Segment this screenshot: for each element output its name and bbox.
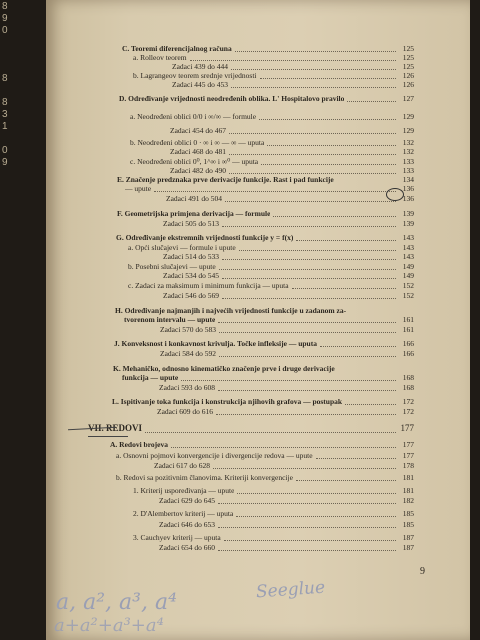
toc-entry: Zadaci 534 do 545 [163,271,220,280]
toc-page-number: 126 [402,71,414,80]
toc-entry: VII. REDOVI [88,424,143,433]
toc-page-number: 129 [402,126,414,135]
toc-entry: Zadaci 617 do 628 [154,461,211,470]
toc-page-number: 168 [402,373,414,382]
adjacent-page-digit: 0 [2,25,8,36]
toc-page-number: 133 [402,157,414,166]
dot-leader [222,298,396,299]
toc-entry: Zadaci 482 do 490 [170,166,227,175]
dot-leader [347,101,396,102]
toc-page-number: 132 [402,138,414,147]
dot-leader [231,69,396,70]
toc-page-number: 125 [402,53,414,62]
toc-page-number: 134 [402,175,414,184]
toc-page-number: 185 [402,509,414,518]
toc-page-number: 125 [402,62,414,71]
dot-leader [229,173,396,174]
dot-leader [231,87,396,88]
dot-leader [222,226,396,227]
toc-entry: Zadaci 646 do 653 [159,520,216,529]
toc-page-number: 185 [402,520,414,529]
toc-entry: Zadaci 654 do 660 [159,543,216,552]
dot-leader [316,458,396,459]
toc-page-number: 172 [402,397,414,406]
dot-leader [296,240,396,241]
dot-leader [261,164,396,165]
dot-leader [345,404,396,405]
toc-entry: Zadaci 468 do 481 [170,147,227,156]
handwritten-word: Seeglue [255,577,326,603]
dot-leader [237,493,396,494]
toc-entry: b. Redovi sa pozitivnim članovima. Kriteriji konvergencije [116,473,293,482]
toc-page-number: 126 [402,80,414,89]
toc-page-number: 177 [402,440,414,449]
toc-entry: H. Određivanje najmanjih i najvećih vrijednosti funkcije u zadanom za- [115,306,347,315]
pen-circle-mark [386,188,404,201]
toc-page-number: 178 [402,461,414,470]
toc-page-number: 161 [402,325,414,334]
toc-entry: Zadaci 609 do 616 [157,407,214,416]
toc-page-number: 143 [402,252,414,261]
toc-entry: G. Određivanje ekstremnih vrijednosti funkcije y = f(x) [116,233,294,242]
adjacent-page-digit: 1 [2,121,8,132]
toc-entry: A. Redovi brojeva [110,440,168,449]
dot-leader [225,201,396,202]
toc-page-number: 166 [402,339,414,348]
toc-entry: Zadaci 445 do 453 [172,80,229,89]
toc-entry: Zadaci 546 do 569 [163,291,220,300]
dot-leader [267,145,396,146]
toc-page-number: 125 [402,44,414,53]
toc-page-number: 172 [402,407,414,416]
page-number: 9 [420,566,425,577]
dot-leader [218,322,396,323]
toc-page-number: 133 [402,166,414,175]
toc-entry: Zadaci 439 do 444 [172,62,229,71]
dot-leader [218,550,396,551]
toc-entry: funkcija — upute [122,373,179,382]
toc-entry: J. Konveksnost i konkavnost krivulja. Točke infleksije — uputa [114,339,317,348]
toc-entry: F. Geometrijska primjena derivacija — formule [117,209,271,218]
toc-entry: 3. Cauchyev kriterij — uputa [133,533,221,542]
toc-entry: Zadaci 584 do 592 [160,349,217,358]
toc-entry: a. Neodređeni oblici 0/0 i ∞/∞ — formule [130,112,257,121]
dot-leader [229,133,396,134]
toc-page-number: 177 [400,423,414,433]
adjacent-page-digit: 9 [2,13,8,24]
adjacent-page-digit: 8 [2,73,8,84]
dot-leader [216,414,396,415]
toc-entry: Zadaci 491 do 504 [166,194,223,203]
toc-page-number: 132 [402,147,414,156]
toc-page-number: 166 [402,349,414,358]
toc-page-number: 187 [402,543,414,552]
toc-page-number: 177 [402,451,414,460]
toc-entry: a. Osnovni pojmovi konvergencije i divergencije redova — upute [116,451,313,460]
dot-leader [190,60,396,61]
toc-page-number: 149 [402,262,414,271]
toc-entry: K. Mehaničko, odnosno kinematičko značenje prve i druge derivacije [113,364,335,373]
toc-entry: a. Opći slučajevi — formule i upute [128,243,236,252]
toc-entry: b. Posebni slučajevi — upute [128,262,216,271]
toc-entry: 2. D'Alembertov kriterij — uputa [133,509,234,518]
dot-leader [219,332,396,333]
toc-entry: Zadaci 629 do 645 [159,496,216,505]
dot-leader [181,380,396,381]
dot-leader [218,390,396,391]
toc-page-number: 143 [402,233,414,242]
toc-entry: b. Neodređeni oblici 0 · ∞ i ∞ — ∞ — uputa [130,138,265,147]
toc-page-number: 127 [402,94,414,103]
toc-entry: b. Lagrangeov teorem srednje vrijednosti [133,71,257,80]
toc-entry: 1. Kriterij uspoređivanja — upute [133,486,235,495]
toc-entry: L. Ispitivanje toka funkcija i konstrukcija njihovih grafova — postupak [112,397,343,406]
toc-page-number: 136 [402,184,414,193]
toc-entry: c. Zadaci za maksimum i minimum funkcija — uputa [128,281,289,290]
dot-leader [222,259,396,260]
dot-leader [239,250,396,251]
dot-leader [229,154,396,155]
handwritten-sum: a+a²+a³+a⁴ [54,615,164,636]
toc-page-number: 181 [402,473,414,482]
dot-leader [219,269,396,270]
toc-page-number: 182 [402,496,414,505]
toc-page-number: 168 [402,383,414,392]
adjacent-page-digit: 8 [2,97,8,108]
toc-entry: Zadaci 570 do 583 [160,325,217,334]
adjacent-page-digit: 9 [2,157,8,168]
dot-leader [222,278,396,279]
toc-page-number: 136 [402,194,414,203]
toc-entry: Zadaci 505 do 513 [163,219,220,228]
toc-page-number: 139 [402,219,414,228]
dot-leader [320,346,396,347]
dot-leader [154,191,396,192]
pen-underline-mark [88,436,128,437]
dot-leader [145,432,396,433]
adjacent-page-digit: 8 [2,1,8,12]
adjacent-page-digit: 0 [2,145,8,156]
dot-leader [235,51,396,52]
toc-page-number: 149 [402,271,414,280]
toc-entry: c. Neodređeni oblici 0⁰, 1^∞ i ∞⁰ — uputa [130,157,259,166]
toc-entry: tvorenom intervalu — upute [124,315,216,324]
dot-leader [219,356,396,357]
toc-entry: C. Teoremi diferencijalnog računa [122,44,232,53]
dot-leader [292,288,396,289]
toc-page-number: 129 [402,112,414,121]
dot-leader [213,468,396,469]
toc-page-number: 187 [402,533,414,542]
handwritten-powers: a, a², a³, a⁴ [56,590,177,615]
dot-leader [218,503,396,504]
toc-entry: Zadaci 593 do 608 [159,383,216,392]
toc-page-number: 143 [402,243,414,252]
toc-entry: Zadaci 514 do 533 [163,252,220,261]
toc-entry: E. Značenje predznaka prve derivacije funkcije. Rast i pad funkcije [117,175,334,184]
dot-leader [260,78,396,79]
toc-entry: Zadaci 454 do 467 [170,126,227,135]
dot-leader [259,119,396,120]
dot-leader [218,527,396,528]
adjacent-page-digit: 3 [2,109,8,120]
dot-leader [273,216,396,217]
toc-page-number: 152 [402,281,414,290]
toc-page-number: 152 [402,291,414,300]
dot-leader [236,516,396,517]
toc-entry: D. Određivanje vrijednosti neodređenih oblika. L' Hospitalovo pravilo [119,94,345,103]
dot-leader [224,540,396,541]
toc-entry: — upute [125,184,152,193]
toc-page-number: 181 [402,486,414,495]
dot-leader [296,480,396,481]
toc-page-number: 139 [402,209,414,218]
dot-leader [171,447,396,448]
toc-page-number: 161 [402,315,414,324]
toc-entry: a. Rolleov teorem [133,53,187,62]
